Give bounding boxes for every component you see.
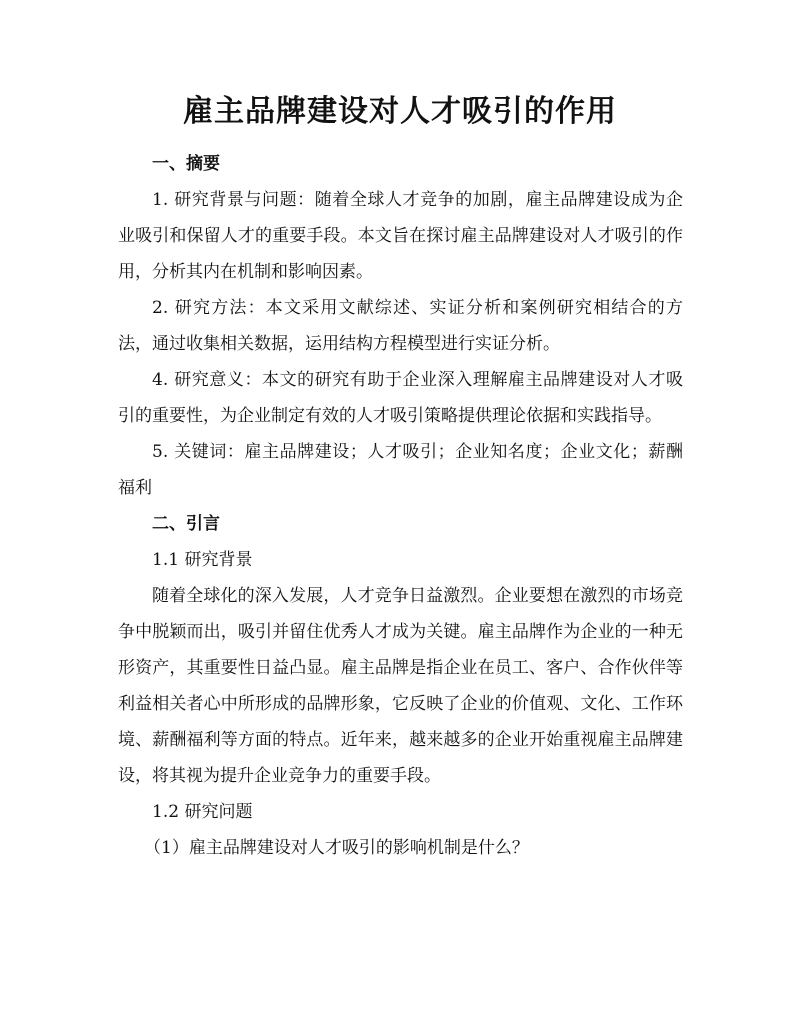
- abstract-item-background: 1. 研究背景与问题：随着全球人才竞争的加剧，雇主品牌建设成为企业吸引和保留人才的重要手段。本文旨在探讨雇主品牌建设对人才吸引的作用，分析其内在机制和影响因素。: [118, 190, 683, 282]
- section-heading-abstract: 一、摘要: [152, 154, 220, 174]
- section-heading-introduction: 二、引言: [152, 514, 220, 534]
- abstract-item-keywords: 5. 关键词：雇主品牌建设；人才吸引；企业知名度；企业文化；薪酬福利: [118, 442, 683, 498]
- background-paragraph: 随着全球化的深入发展，人才竞争日益激烈。企业要想在激烈的市场竞争中脱颖而出，吸引并留住优秀人才成为关键。雇主品牌作为企业的一种无形资产，其重要性日益凸显。雇主品牌是指企业在员工、客户、合作伙伴等利益相关者心中所形成的品牌形象，它反映了企业的价值观、文化、工作环境、薪酬福利等方面的特点。近年来，越来越多的企业开始重视雇主品牌建设，将其视为提升企业竞争力的重要手段。: [118, 586, 683, 786]
- subsection-heading-questions: 1.2 研究问题: [152, 802, 253, 822]
- abstract-item-method: 2. 研究方法：本文采用文献综述、实证分析和案例研究相结合的方法，通过收集相关数据，运用结构方程模型进行实证分析。: [118, 298, 683, 354]
- document-body: [118, 146, 683, 866]
- document-title: 雇主品牌建设对人才吸引的作用: [183, 94, 617, 129]
- abstract-item-significance: 4. 研究意义：本文的研究有助于企业深入理解雇主品牌建设对人才吸引的重要性，为企业制定有效的人才吸引策略提供理论依据和实践指导。: [118, 370, 683, 426]
- research-question-1: （1）雇主品牌建设对人才吸引的影响机制是什么？: [144, 838, 529, 858]
- subsection-heading-background: 1.1 研究背景: [152, 550, 253, 570]
